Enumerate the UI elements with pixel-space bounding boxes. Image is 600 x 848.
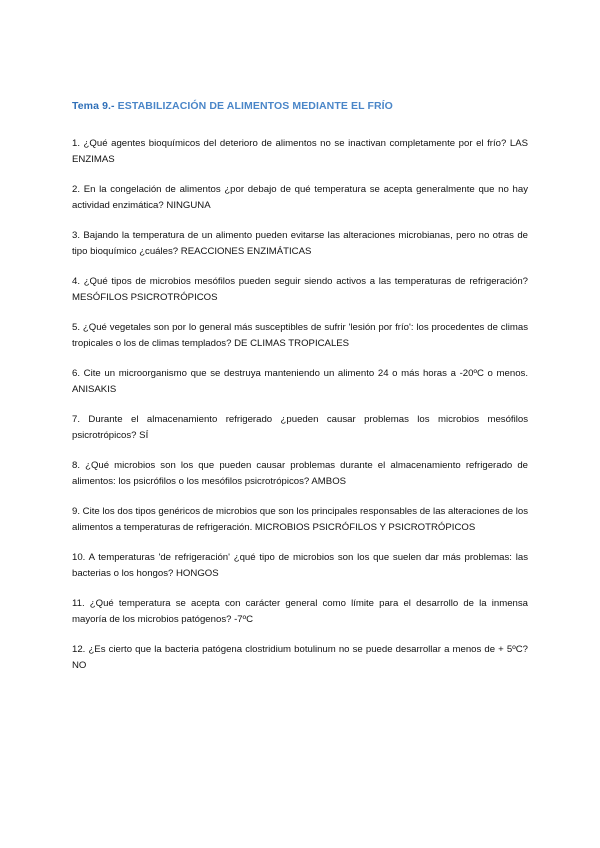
question-4: 4. ¿Qué tipos de microbios mesófilos pueden seguir siendo activos a las temperaturas de refrigeración? MESÓFILOS PSICROTRÓPICOS bbox=[72, 276, 528, 303]
question-3: 3. Bajando la temperatura de un alimento pueden evitarse las alteraciones microbianas, pero no otras de tipo bioquímico ¿cuáles? REACCIONES ENZIMÁTICAS bbox=[72, 230, 528, 257]
page-title bbox=[72, 100, 528, 112]
question-1: 1. ¿Qué agentes bioquímicos del deterioro de alimentos no se inactivan completamente por el frío? LAS ENZIMAS bbox=[72, 138, 528, 165]
question-5: 5. ¿Qué vegetales son por lo general más susceptibles de sufrir 'lesión por frío': los procedentes de climas tropicales o los de climas templados? DE CLIMAS TROPICALES bbox=[72, 322, 528, 349]
question-10: 10. A temperaturas 'de refrigeración' ¿qué tipo de microbios son los que suelen dar más problemas: las bacterias o los hongos? HONGOS bbox=[72, 552, 528, 579]
question-8: 8. ¿Qué microbios son los que pueden causar problemas durante el almacenamiento refrigerado de alimentos: los psicrófilos o los mesófilos psicrotrópicos? AMBOS bbox=[72, 460, 528, 487]
question-9: 9. Cite los dos tipos genéricos de microbios que son los principales responsables de las alteraciones de los alimentos a temperaturas de refrigeración. MICROBIOS PSICRÓFILOS Y PSICROTRÓPICOS bbox=[72, 506, 528, 533]
question-6: 6. Cite un microorganismo que se destruya manteniendo un alimento 24 o más horas a -20ºC o menos. ANISAKIS bbox=[72, 368, 528, 395]
question-11: 11. ¿Qué temperatura se acepta con carácter general como límite para el desarrollo de la inmensa mayoría de los microbios patógenos? -7ºC bbox=[72, 598, 528, 625]
question-7: 7. Durante el almacenamiento refrigerado ¿pueden causar problemas los microbios mesófilos psicrotrópicos? SÍ bbox=[72, 414, 528, 441]
question-12: 12. ¿Es cierto que la bacteria patógena clostridium botulinum no se puede desarrollar a menos de + 5ºC? NO bbox=[72, 644, 528, 671]
title-text: ESTABILIZACIÓN DE ALIMENTOS MEDIANTE EL FRÍO bbox=[117, 100, 393, 112]
document-page bbox=[72, 100, 528, 688]
title-prefix: Tema 9.- bbox=[72, 100, 115, 112]
question-2: 2. En la congelación de alimentos ¿por debajo de qué temperatura se acepta generalmente que no hay actividad enzimática? NINGUNA bbox=[72, 184, 528, 211]
